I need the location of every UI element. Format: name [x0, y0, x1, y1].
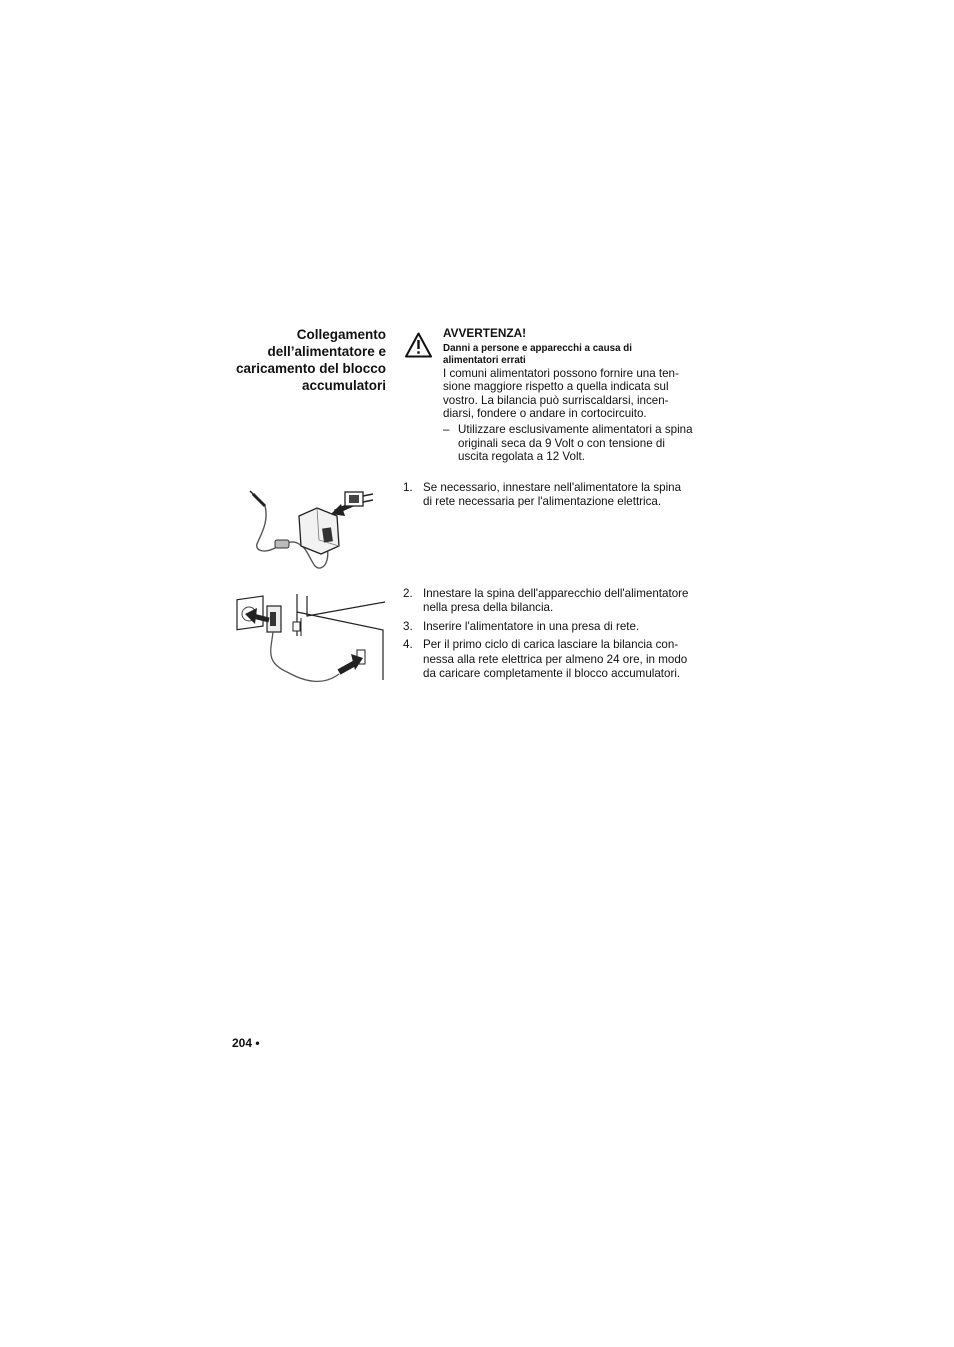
page-number: 204 • — [232, 1036, 260, 1050]
power-adapter-illustration — [235, 482, 385, 574]
dash-bullet: – — [443, 422, 450, 436]
warning-block — [443, 327, 698, 464]
step-text — [423, 620, 639, 634]
warning-subheading-line: alimentatori errati — [443, 354, 526, 366]
section-title-line: dell’alimentatore e — [267, 344, 386, 359]
dash-item-line: uscita regolata a 12 Volt. — [458, 450, 585, 464]
dash-item-text — [458, 423, 693, 464]
dash-item-line: Utilizzare esclusivamente alimentatori a spina — [458, 422, 693, 436]
step-text — [423, 481, 681, 510]
step-number: 2. — [403, 587, 413, 600]
warning-body — [443, 367, 698, 421]
warning-body-line: sione maggiore rispetto a quella indicata sul — [443, 380, 669, 394]
steps-list-1 — [403, 481, 703, 514]
section-title-line: Collegamento — [296, 327, 386, 342]
step-line: di rete necessaria per l'alimentazione elettrica. — [423, 495, 662, 509]
step-item — [403, 620, 703, 634]
dash-item-line: originali seca da 9 Volt o con tensione di — [458, 436, 665, 450]
step-line: Inserire l'alimentatore in una presa di rete. — [423, 619, 640, 633]
step-item — [403, 587, 703, 616]
warning-body-line: I comuni alimentatori possono fornire una ten- — [443, 366, 679, 380]
warning-body-line: vostro. La bilancia può surriscaldarsi, incen- — [443, 393, 669, 407]
step-line: Se necessario, innestare nell'alimentatore la spina — [423, 481, 682, 494]
warning-subheading-line: Danni a persone e apparecchi a causa di — [443, 342, 632, 354]
step-number: 1. — [403, 481, 413, 494]
warning-dash-item — [443, 423, 698, 464]
section-title-line: caricamento del blocco — [235, 361, 386, 376]
step-line: Per il primo ciclo di carica lasciare la bilancia con- — [423, 638, 679, 652]
step-text — [423, 587, 688, 616]
step-line: da caricare completamente il blocco accumulatori. — [423, 667, 681, 681]
step-text — [423, 638, 687, 681]
section-title — [200, 326, 386, 394]
step-number: 4. — [403, 638, 413, 652]
step-line: Innestare la spina dell'apparecchio dell'alimentatore — [423, 587, 689, 600]
steps-list-2 — [403, 587, 703, 685]
step-item — [403, 481, 703, 510]
section-title-line: accumulatori — [301, 378, 386, 393]
warning-triangle-icon — [405, 332, 432, 358]
warning-body-line: diarsi, fondere o andare in cortocircuito. — [443, 407, 647, 421]
scale-connection-illustration — [235, 590, 395, 692]
step-item — [403, 638, 703, 681]
step-line: nessa alla rete elettrica per almeno 24 ore, in modo — [423, 652, 688, 666]
warning-subheading — [443, 343, 698, 367]
step-number: 3. — [403, 619, 413, 633]
step-line: nella presa della bilancia. — [423, 601, 554, 615]
warning-heading: AVVERTENZA! — [443, 326, 527, 340]
